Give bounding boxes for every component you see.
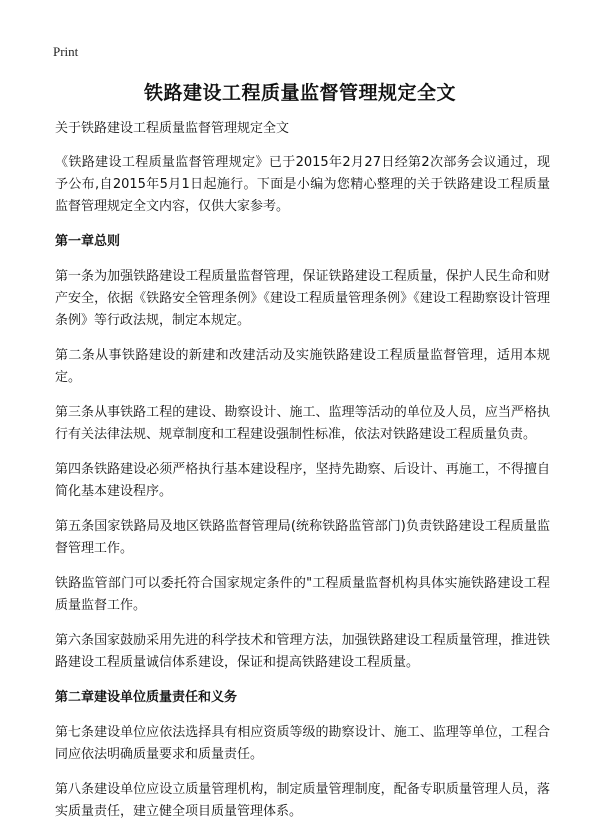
chapter-2-heading: 第二章建设单位质量责任和义务 [55,690,238,705]
article-1-paragraph: 第一条为加强铁路建设工程质量监督管理，保证铁路建设工程质量，保护人民生命和财产安全，依据《铁路安全管理条例》《建设工程质量管理条例》《建设工程勘察设计管理条例》等行政法规，制定本规定。 [55,269,550,328]
article-5-paragraph: 第五条国家铁路局及地区铁路监督管理局(统称铁路监管部门)负责铁路建设工程质量监督管理工作。 [55,519,550,556]
article-8-paragraph: 第八条建设单位应设立质量管理机构，制定质量管理制度，配备专职质量管理人员，落实质量责任，建立健全项目质量管理体系。 [55,782,550,819]
article-2-paragraph: 第二条从事铁路建设的新建和改建活动及实施铁路建设工程质量监督管理，适用本规定。 [55,348,550,385]
article-body [55,118,550,836]
article-6-paragraph: 第六条国家鼓励采用先进的科学技术和管理方法，加强铁路建设工程质量管理，推进铁路建设工程质量诚信体系建设，保证和提高铁路建设工程质量。 [55,633,550,670]
article-5-note-paragraph: 铁路监管部门可以委托符合国家规定条件的"工程质量监督机构具体实施铁路建设工程质量监督工作。 [55,576,550,613]
page-title: 铁路建设工程质量监督管理规定全文 [143,82,456,104]
intro-paragraph: 《铁路建设工程质量监督管理规定》已于2015年2月27日经第2次部务会议通过，现予公布,自2015年5月1日起施行。下面是小编为您精心整理的关于铁路建设工程质量监督管理规定全文内容，仅供大家参考。 [55,155,550,214]
article-3-paragraph: 第三条从事铁路工程的建设、勘察设计、施工、监理等活动的单位及人员，应当严格执行有关法律法规、规章制度和工程建设强制性标准，依法对铁路建设工程质量负责。 [55,405,550,442]
print-link[interactable]: Print [53,44,79,59]
chapter-1-heading: 第一章总则 [55,234,121,249]
article-7-paragraph: 第七条建设单位应依法选择具有相应资质等级的勘察设计、施工、监理等单位，工程合同应依法明确质量要求和质量责任。 [55,725,550,762]
article-4-paragraph: 第四条铁路建设必须严格执行基本建设程序，坚持先勘察、后设计、再施工，不得擅自简化基本建设程序。 [55,462,550,499]
article-subtitle: 关于铁路建设工程质量监督管理规定全文 [55,121,290,136]
